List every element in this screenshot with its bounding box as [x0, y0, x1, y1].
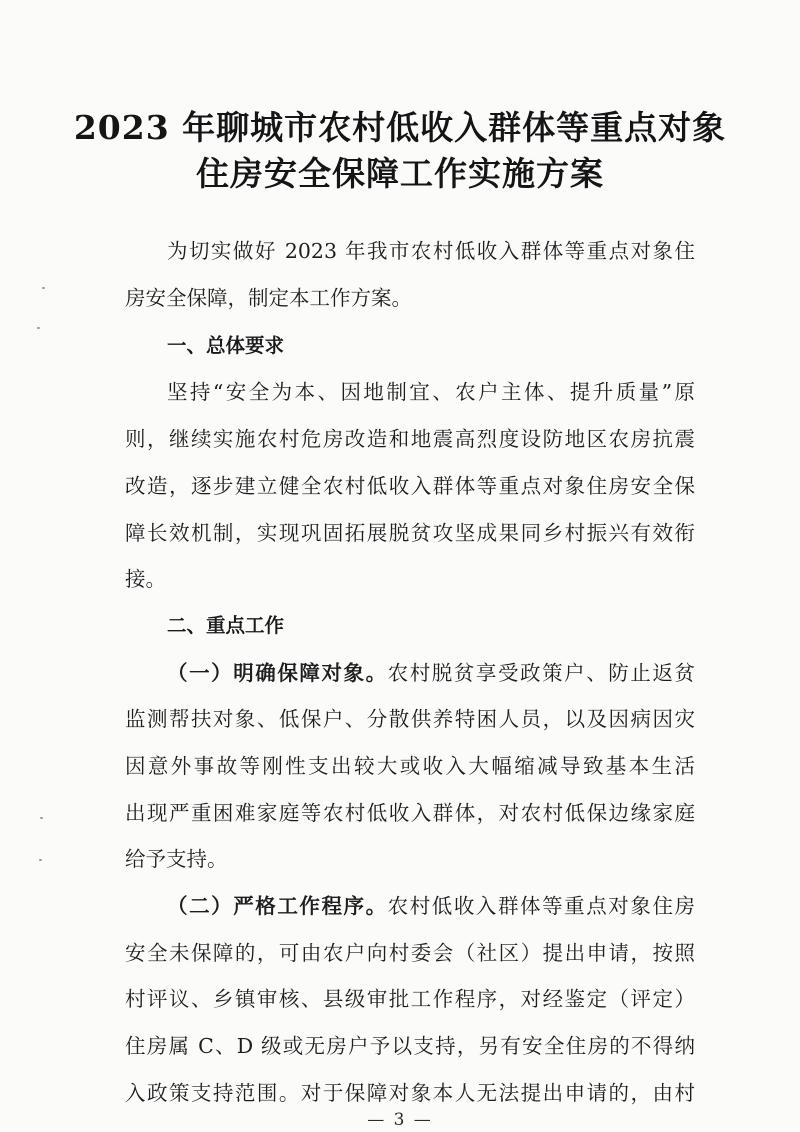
item2-lead: （二）严格工作程序。: [167, 894, 388, 918]
item1-lead: （一）明确保障对象。: [167, 661, 388, 685]
section1-line-2: 则，继续实施农村危房改造和地震高烈度设防地区农房抗震: [125, 427, 695, 451]
scan-speck: [37, 327, 40, 329]
document-title-line-1: 2023 年聊城市农村低收入群体等重点对象: [73, 108, 727, 147]
item1-line-3: 因意外事故等刚性支出较大或收入大幅缩减导致基本生活: [125, 754, 695, 778]
item1-line-1: [167, 660, 695, 686]
item1-line-5: 给予支持。: [125, 847, 228, 871]
item2-line-2: 安全未保障的，可由农户向村委会（社区）提出申请，按照: [125, 941, 695, 965]
section1-line-4: 障长效机制，实现巩固拓展脱贫攻坚成果同乡村振兴有效衔: [125, 521, 695, 545]
scan-speck: [39, 859, 42, 861]
intro-line-1: 为切实做好 2023 年我市农村低收入群体等重点对象住: [167, 239, 695, 263]
item1-first-line-rest: 农村脱贫享受政策户、防止返贫: [387, 661, 695, 685]
page-number: — 3 —: [367, 1110, 433, 1130]
item1-line-2: 监测帮扶对象、低保户、分散供养特困人员，以及因病因灾: [125, 707, 695, 731]
document-title-line-2: 住房安全保障工作实施方案: [196, 154, 604, 193]
item2-line-1: [167, 893, 695, 919]
section1-line-1: 坚持“安全为本、因地制宜、农户主体、提升质量”原: [167, 380, 695, 404]
item2-first-line-rest: 农村低收入群体等重点对象住房: [387, 894, 695, 918]
section1-line-3: 改造，逐步建立健全农村低收入群体等重点对象住房安全保: [125, 474, 695, 498]
intro-line-2: 房安全保障，制定本工作方案。: [125, 286, 412, 310]
item2-line-3: 村评议、乡镇审核、县级审批工作程序，对经鉴定（评定）: [125, 987, 695, 1011]
scan-speck: [40, 817, 43, 819]
item2-line-5: 入政策支持范围。对于保障对象本人无法提出申请的，由村: [125, 1081, 695, 1105]
section-heading-general-requirements: 一、总体要求: [167, 334, 285, 357]
section1-line-5: 接。: [125, 567, 166, 591]
item1-line-4: 出现严重困难家庭等农村低收入群体，对农村低保边缘家庭: [125, 801, 695, 825]
item2-line-4: 住房属 C、D 级或无房户予以支持，另有安全住房的不得纳: [125, 1034, 695, 1058]
scan-speck: [42, 287, 45, 289]
section-heading-key-work: 二、重点工作: [167, 614, 285, 637]
